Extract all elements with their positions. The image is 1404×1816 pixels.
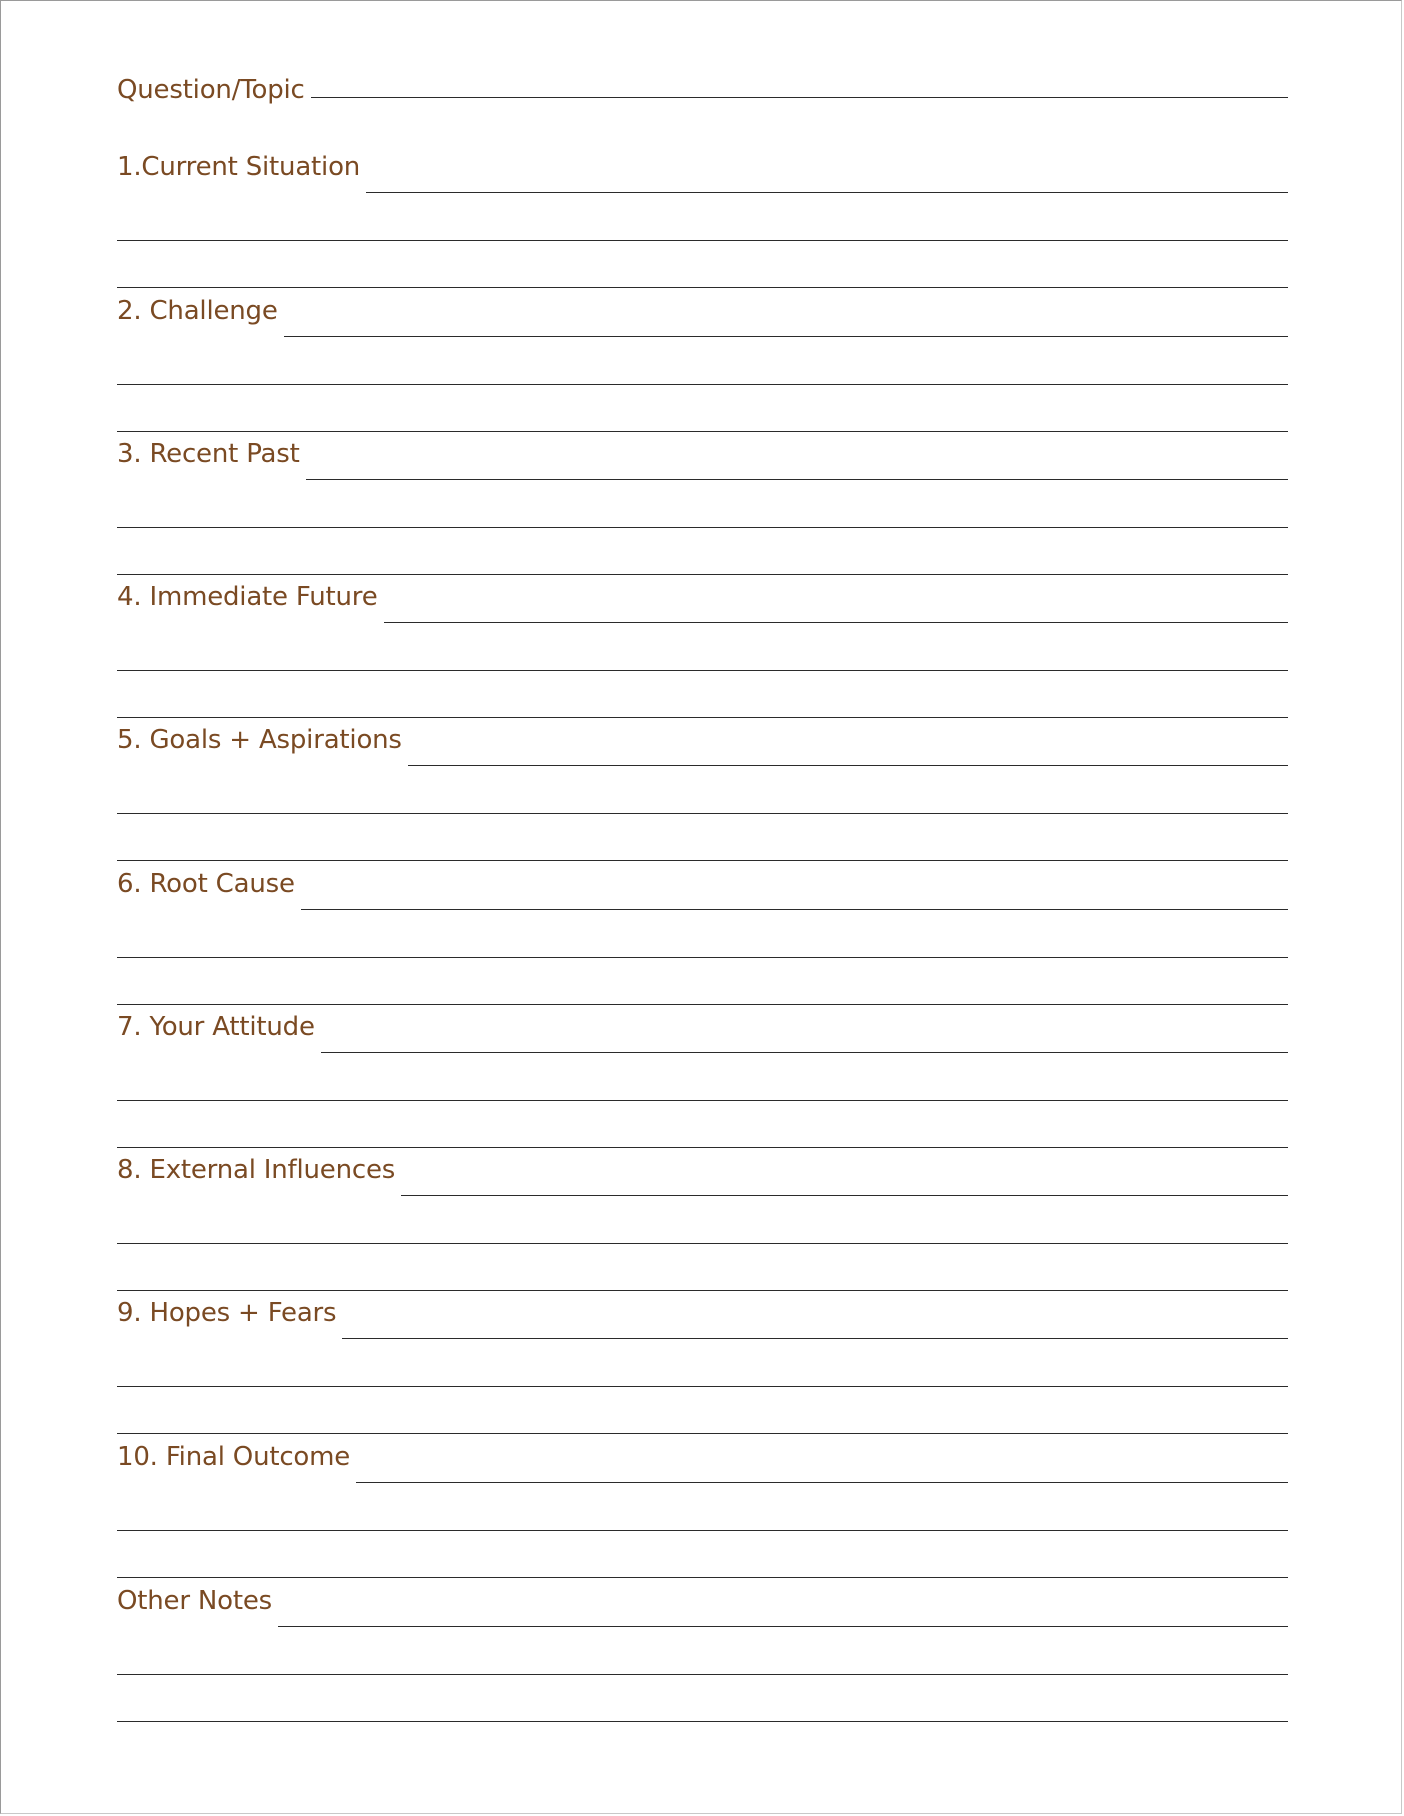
section-2-label: 2. Challenge [117, 296, 278, 326]
section-3-line-1[interactable] [306, 479, 1288, 480]
section-2-line-1[interactable] [284, 336, 1288, 337]
section-7-label: 7. Your Attitude [117, 1012, 315, 1042]
section-4-line-1[interactable] [384, 622, 1288, 623]
question-topic-label: Question/Topic [117, 75, 305, 105]
section-2-line-3[interactable] [117, 431, 1288, 432]
section-9-line-2[interactable] [117, 1386, 1288, 1387]
section-8-label: 8. External Influences [117, 1155, 396, 1185]
section-5-label: 5. Goals + Aspirations [117, 725, 402, 755]
section-10-line-1[interactable] [356, 1482, 1288, 1483]
section-8-line-1[interactable] [401, 1195, 1288, 1196]
section-4-line-2[interactable] [117, 670, 1288, 671]
question-topic-line[interactable] [311, 97, 1288, 98]
section-1-label: 1.Current Situation [117, 152, 361, 182]
section-1-line-3[interactable] [117, 287, 1288, 288]
section-4-line-3[interactable] [117, 717, 1288, 718]
section-9-label: 9. Hopes + Fears [117, 1298, 337, 1328]
section-10-line-3[interactable] [117, 1577, 1288, 1578]
section-1-line-1[interactable] [366, 192, 1288, 193]
section-4-label: 4. Immediate Future [117, 582, 378, 612]
section-6-label: 6. Root Cause [117, 869, 295, 899]
section-5-line-3[interactable] [117, 860, 1288, 861]
section-11-label: Other Notes [117, 1586, 272, 1616]
section-11-line-2[interactable] [117, 1674, 1288, 1675]
section-3-label: 3. Recent Past [117, 439, 300, 469]
section-10-line-2[interactable] [117, 1530, 1288, 1531]
section-8-line-2[interactable] [117, 1243, 1288, 1244]
section-6-line-2[interactable] [117, 957, 1288, 958]
section-3-line-3[interactable] [117, 574, 1288, 575]
section-11-line-3[interactable] [117, 1721, 1288, 1722]
section-7-line-2[interactable] [117, 1100, 1288, 1101]
section-10-label: 10. Final Outcome [117, 1442, 351, 1472]
section-9-line-3[interactable] [117, 1433, 1288, 1434]
section-1-line-2[interactable] [117, 240, 1288, 241]
section-6-line-3[interactable] [117, 1004, 1288, 1005]
section-5-line-1[interactable] [408, 765, 1288, 766]
section-11-line-1[interactable] [278, 1626, 1288, 1627]
section-7-line-1[interactable] [321, 1052, 1288, 1053]
section-2-line-2[interactable] [117, 384, 1288, 385]
section-8-line-3[interactable] [117, 1290, 1288, 1291]
section-3-line-2[interactable] [117, 527, 1288, 528]
section-9-line-1[interactable] [342, 1338, 1288, 1339]
section-5-line-2[interactable] [117, 813, 1288, 814]
section-7-line-3[interactable] [117, 1147, 1288, 1148]
section-6-line-1[interactable] [301, 909, 1288, 910]
